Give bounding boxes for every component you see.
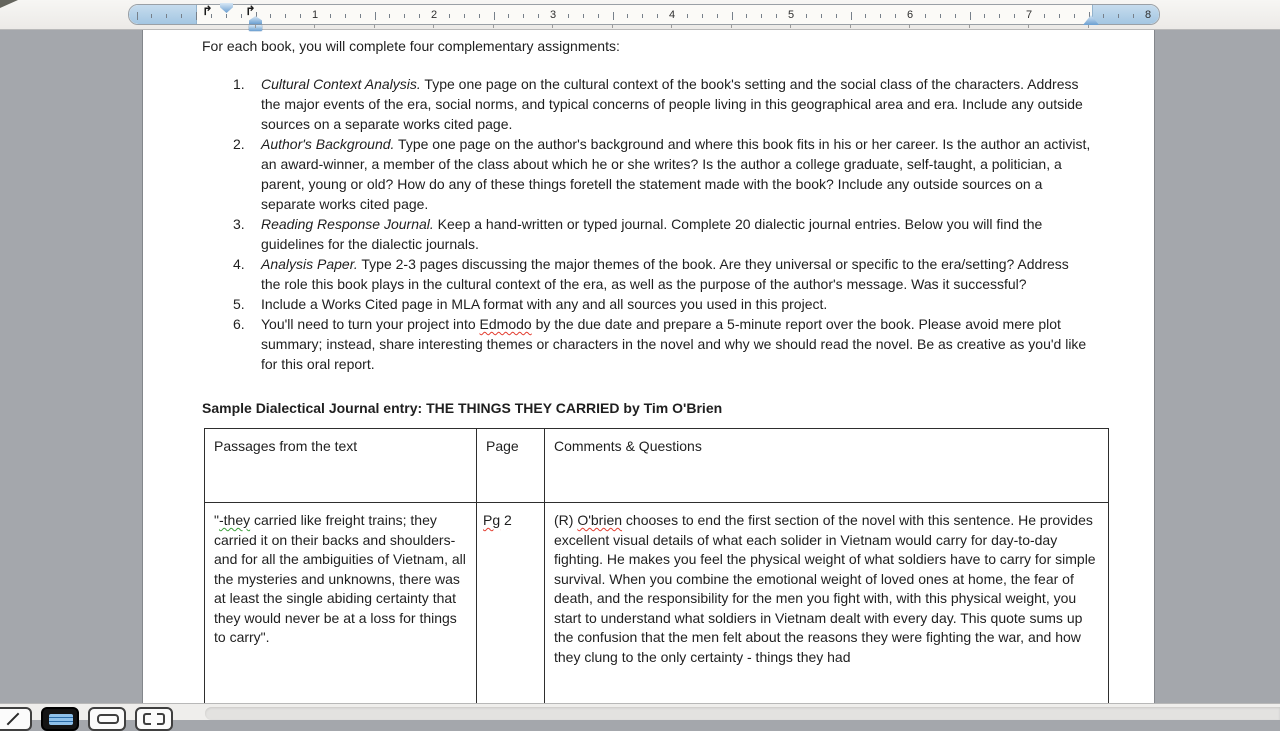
misspelled-word: Pg (483, 512, 501, 528)
assignment-text: Keep a hand-written or typed journal. Complete 20 dialectic journal entries. Below you will find the guidelines for the dialectic journals. (261, 216, 1043, 252)
normal-view-icon (7, 713, 20, 726)
header-page: Page (477, 429, 545, 503)
assignment-text: You'll need to turn your project into (261, 316, 480, 332)
list-item (202, 74, 1091, 134)
assignment-text: Type one page on the cultural context of the book's setting and the social class of the characters. Address the major events of the era, social norms, and typical concerns of people living in this geographical area and era. Include any outside sources on a separate works cited page. (261, 76, 1083, 132)
sample-journal-heading: Sample Dialectical Journal entry: THE THINGS THEY CARRIED by Tim O'Brien (202, 400, 723, 416)
document-page[interactable] (142, 30, 1155, 703)
passage-text: carried like freight trains; they carried it on their backs and shoulders-and for all the ambiguities of Vietnam, all the mysteries and unknowns, there was at least the single abiding certainty that they would never be at a loss for things to carry". (214, 512, 466, 645)
page-cell (477, 503, 545, 704)
assignment-title: Analysis Paper. (261, 256, 358, 272)
outline-view-icon (97, 714, 119, 724)
list-item (202, 254, 1091, 294)
list-item (202, 294, 1091, 314)
misspelled-word: O'brien (577, 512, 623, 528)
list-number: 1. (233, 76, 245, 92)
normal-view-button[interactable] (0, 707, 32, 731)
list-item (202, 134, 1091, 214)
assignment-title: Reading Response Journal. (261, 216, 434, 232)
corner-artifact (0, 0, 18, 8)
assignment-title: Author's Background. (261, 136, 395, 152)
assignment-text: Type 2-3 pages discussing the major themes of the book. Are they universal or specific to the era/setting? Address the role this book plays in the cultural context of the era, as well as the purpose of the author's message. Was it successful? (261, 256, 1069, 292)
table-header-row (205, 429, 1109, 503)
list-number: 3. (233, 216, 245, 232)
comment-text: chooses to end the first section of the novel with this sentence. He provides excellent visual details of what each solider in Vietnam would carry for day-to-day fighting. He makes you feel the physical weight of what soldiers have to carry for simple survival. When you combine the emotional weight of loved ones at home, the fear of death, and the responsibility for the men you fight with, with this physical weight, you start to understand what soldiers in Vietnam dealt with every day. This quote sums up the confusion that the men felt about the reasons they were fighting the war, and how they clung to the only certainty - things they had (554, 512, 1096, 665)
list-item (202, 314, 1091, 374)
grammar-flagged-word: -they (218, 512, 251, 528)
header-comments: Comments & Questions (545, 429, 1109, 503)
left-indent-marker[interactable] (249, 25, 262, 31)
list-number: 4. (233, 256, 245, 272)
left-margin-area[interactable] (129, 5, 197, 24)
dialectical-journal-table (204, 428, 1109, 703)
view-mode-switcher (2, 707, 173, 731)
table-row (205, 503, 1109, 704)
outline-view-button[interactable] (88, 707, 126, 731)
status-bar (0, 703, 1280, 720)
horizontal-ruler[interactable]: 1 2 3 4 5 6 7 8 (128, 4, 1160, 25)
comment-prefix: (R) (554, 512, 578, 528)
ruler-bar (0, 0, 1280, 30)
assignment-text: Type one page on the author's background and where this book fits in his or her career. Is the author an activist, an award-winner, a member of the class about which he or she writes? Is the author a college graduate, self-taught, a politician, a parent, young or old? How do any of these things foretell the statement made with the book? Include any outside sources on a separate works cited page. (261, 136, 1091, 212)
passage-quote-mark: " (214, 512, 219, 528)
header-passages: Passages from the text (205, 429, 477, 503)
horizontal-scrollbar[interactable] (205, 707, 1280, 720)
page-layout-view-button[interactable] (41, 707, 79, 731)
misspelled-word: Edmodo (479, 316, 532, 332)
assignment-title: Cultural Context Analysis. (261, 76, 421, 92)
page-number: 2 (500, 512, 512, 528)
assignment-text: by the due date and prepare a 5-minute report over the book. Please avoid mere plot summary; instead, share interesting themes or characters in the novel and why we should read the novel. Be as creative as you'd like for this oral report. (261, 316, 1087, 372)
list-number: 5. (233, 296, 245, 312)
page-content (202, 36, 1096, 703)
comments-cell (545, 503, 1109, 704)
tab-stop-marker[interactable]: ↱ (202, 3, 213, 18)
intro-paragraph: For each book, you will complete four complementary assignments: (202, 38, 620, 54)
assignment-text: Include a Works Cited page in MLA format with any and all sources you used in this project. (261, 296, 828, 312)
notebook-view-icon (157, 713, 165, 725)
notebook-view-icon (143, 713, 151, 725)
list-item (202, 214, 1091, 254)
list-number: 6. (233, 316, 245, 332)
document-workspace (0, 30, 1280, 703)
tab-stop-marker[interactable]: ↱ (245, 3, 256, 18)
list-number: 2. (233, 136, 245, 152)
notebook-view-button[interactable] (135, 707, 173, 731)
passage-cell (205, 503, 477, 704)
